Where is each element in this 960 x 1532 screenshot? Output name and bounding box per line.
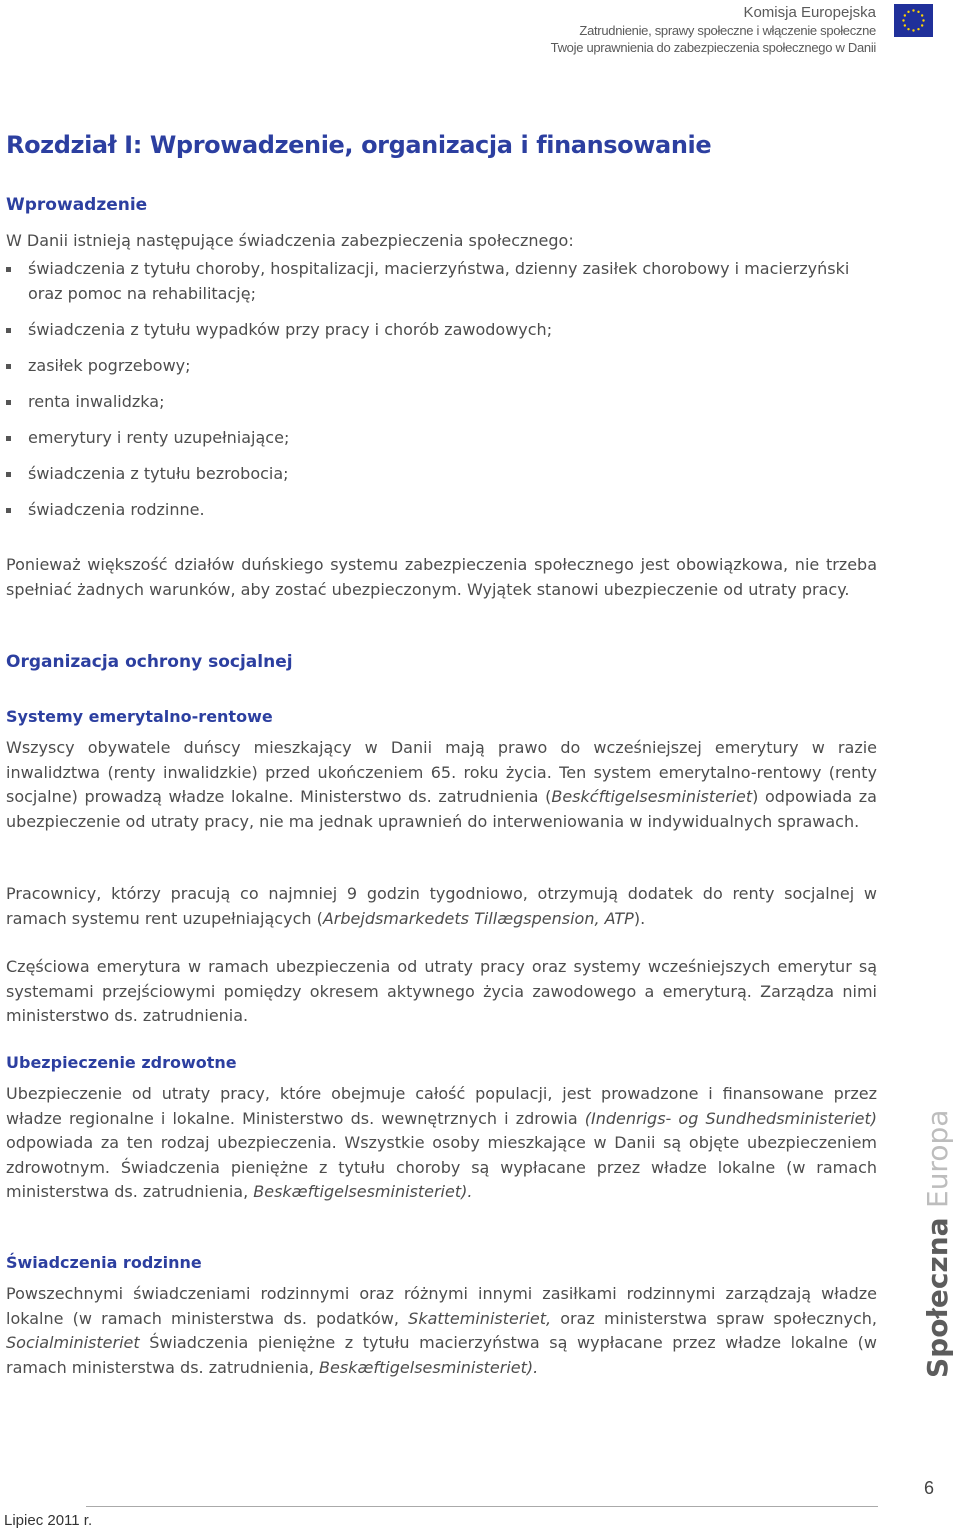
eu-star-icon (922, 19, 924, 21)
list-item: świadczenia z tytułu choroby, hospitalizacji, macierzyństwa, dzienny zasiłek chorobowy i macierzyński oraz pomoc na rehabilitację; (6, 257, 877, 306)
eu-star-icon (921, 24, 923, 26)
square-bullet-icon (6, 267, 11, 272)
list-item: świadczenia z tytułu bezrobocia; (6, 462, 877, 487)
eu-star-icon (904, 14, 906, 16)
eu-star-icon (912, 9, 914, 11)
eu-star-icon (917, 28, 919, 30)
square-bullet-icon (6, 472, 11, 477)
pension-paragraph-3: Częściowa emerytura w ramach ubezpieczenia od utraty pracy oraz systemy wcześniejszych emerytur są systemami przejściowymi pomiędzy okresem aktywnego życia zawodowego a emeryturą. Zarządza nimi ministerstwo ds. zatrudnienia. (6, 957, 877, 1025)
eu-star-icon (917, 11, 919, 13)
intro-paragraph: Ponieważ większość działów duńskiego systemu zabezpieczenia społecznego jest obowiązkowa, nie trzeba spełniać żadnych warunków, aby zostać ubezpieczonym. Wyjątek stanowi ubezpieczenie od utraty pracy. (6, 555, 877, 599)
eu-flag-icon (894, 4, 933, 37)
chapter-title: Rozdział I: Wprowadzenie, organizacja i finansowanie (6, 131, 712, 159)
brand-word-1: Społeczna (921, 1217, 954, 1378)
subsection-heading-pension: Systemy emerytalno-rentowe (6, 707, 273, 726)
list-item: świadczenia z tytułu wypadków przy pracy i chorób zawodowych; (6, 318, 877, 343)
eu-star-icon (904, 24, 906, 26)
eu-star-icon (907, 28, 909, 30)
subsection-heading-health: Ubezpieczenie zdrowotne (6, 1053, 237, 1072)
square-bullet-icon (6, 400, 11, 405)
header-dg: Zatrudnienie, sprawy społeczne i włączenie społeczne (579, 23, 876, 38)
eu-star-icon (912, 29, 914, 31)
eu-star-icon (902, 19, 904, 21)
eu-star-icon (907, 11, 909, 13)
list-item: zasiłek pogrzebowy; (6, 354, 877, 379)
square-bullet-icon (6, 364, 11, 369)
pension-paragraph-1: Wszyscy obywatele duńscy mieszkający w Danii mają prawo do wcześniejszej emerytury w razie inwalidztwa (renty inwalidzkie) przed ukończeniem 65. roku życia. Ten system emerytalno-rentowy (renty socjalne) prowadzą władze lokalne. Ministerstwo ds. zatrudnienia (Beskćftigelsesministeriet) odpowiada za ubezpieczenie od utraty pracy, nie ma jednak uprawnień do interweniowania w indywidualnych sprawach. (6, 738, 877, 831)
family-paragraph: Powszechnymi świadczeniami rodzinnymi oraz różnymi innymi zasiłkami rodzinnymi zarządzają władze lokalne (w ramach ministerstwa ds. podatków, Skatteministeriet, oraz ministerstwa spraw społecznych, Socialministeriet Świadczenia pieniężne z tytułu macierzyństwa są wypłacane przez władze lokalne (w ramach ministerstwa ds. zatrudnienia, Beskæftigelsesministeriet). (6, 1284, 877, 1377)
footer-date: Lipiec 2011 r. (4, 1512, 93, 1529)
header-org: Komisja Europejska (743, 4, 876, 21)
square-bullet-icon (6, 508, 11, 513)
list-item: emerytury i renty uzupełniające; (6, 426, 877, 451)
square-bullet-icon (6, 436, 11, 441)
health-paragraph: Ubezpieczenie od utraty pracy, które obejmuje całość populacji, jest prowadzone i finansowane przez władze regionalne i lokalne. Ministerstwo ds. wewnętrznych i zdrowia (Indenrigs- og Sundhedsministeriet) odpowiada za ten rodzaj ubezpieczenia. Wszystkie osoby mieszkające w Danii są objęte ubezpieczeniem zdrowotnym. Świadczenia pieniężne z tytułu choroby są wypłacane przez władze lokalne (w ramach ministerstwa ds. zatrudnienia, Beskæftigelsesministeriet). (6, 1084, 877, 1201)
eu-star-icon (921, 14, 923, 16)
list-item: świadczenia rodzinne. (6, 498, 877, 523)
subsection-heading-family: Świadczenia rodzinne (6, 1253, 202, 1272)
square-bullet-icon (6, 328, 11, 333)
header-doc-title: Twoje uprawnienia do zabezpieczenia społecznego w Danii (550, 40, 876, 55)
list-item: renta inwalidzka; (6, 390, 877, 415)
section-heading-organization: Organizacja ochrony socjalnej (6, 652, 293, 672)
page-header (551, 3, 876, 56)
spoleczna-europa-logo (905, 1090, 957, 1380)
intro-lead: W Danii istnieją następujące świadczenia zabezpieczenia społecznego: (6, 231, 574, 250)
brand-word-2: Europa (921, 1109, 954, 1208)
page-number: 6 (924, 1478, 935, 1498)
section-heading-intro: Wprowadzenie (6, 195, 148, 215)
pension-paragraph-2: Pracownicy, którzy pracują co najmniej 9 godzin tygodniowo, otrzymują dodatek do renty socjalnej w ramach systemu rent uzupełniających (Arbejdsmarkedets Tillægspension, ATP). (6, 884, 877, 928)
footer-divider (86, 1506, 878, 1507)
